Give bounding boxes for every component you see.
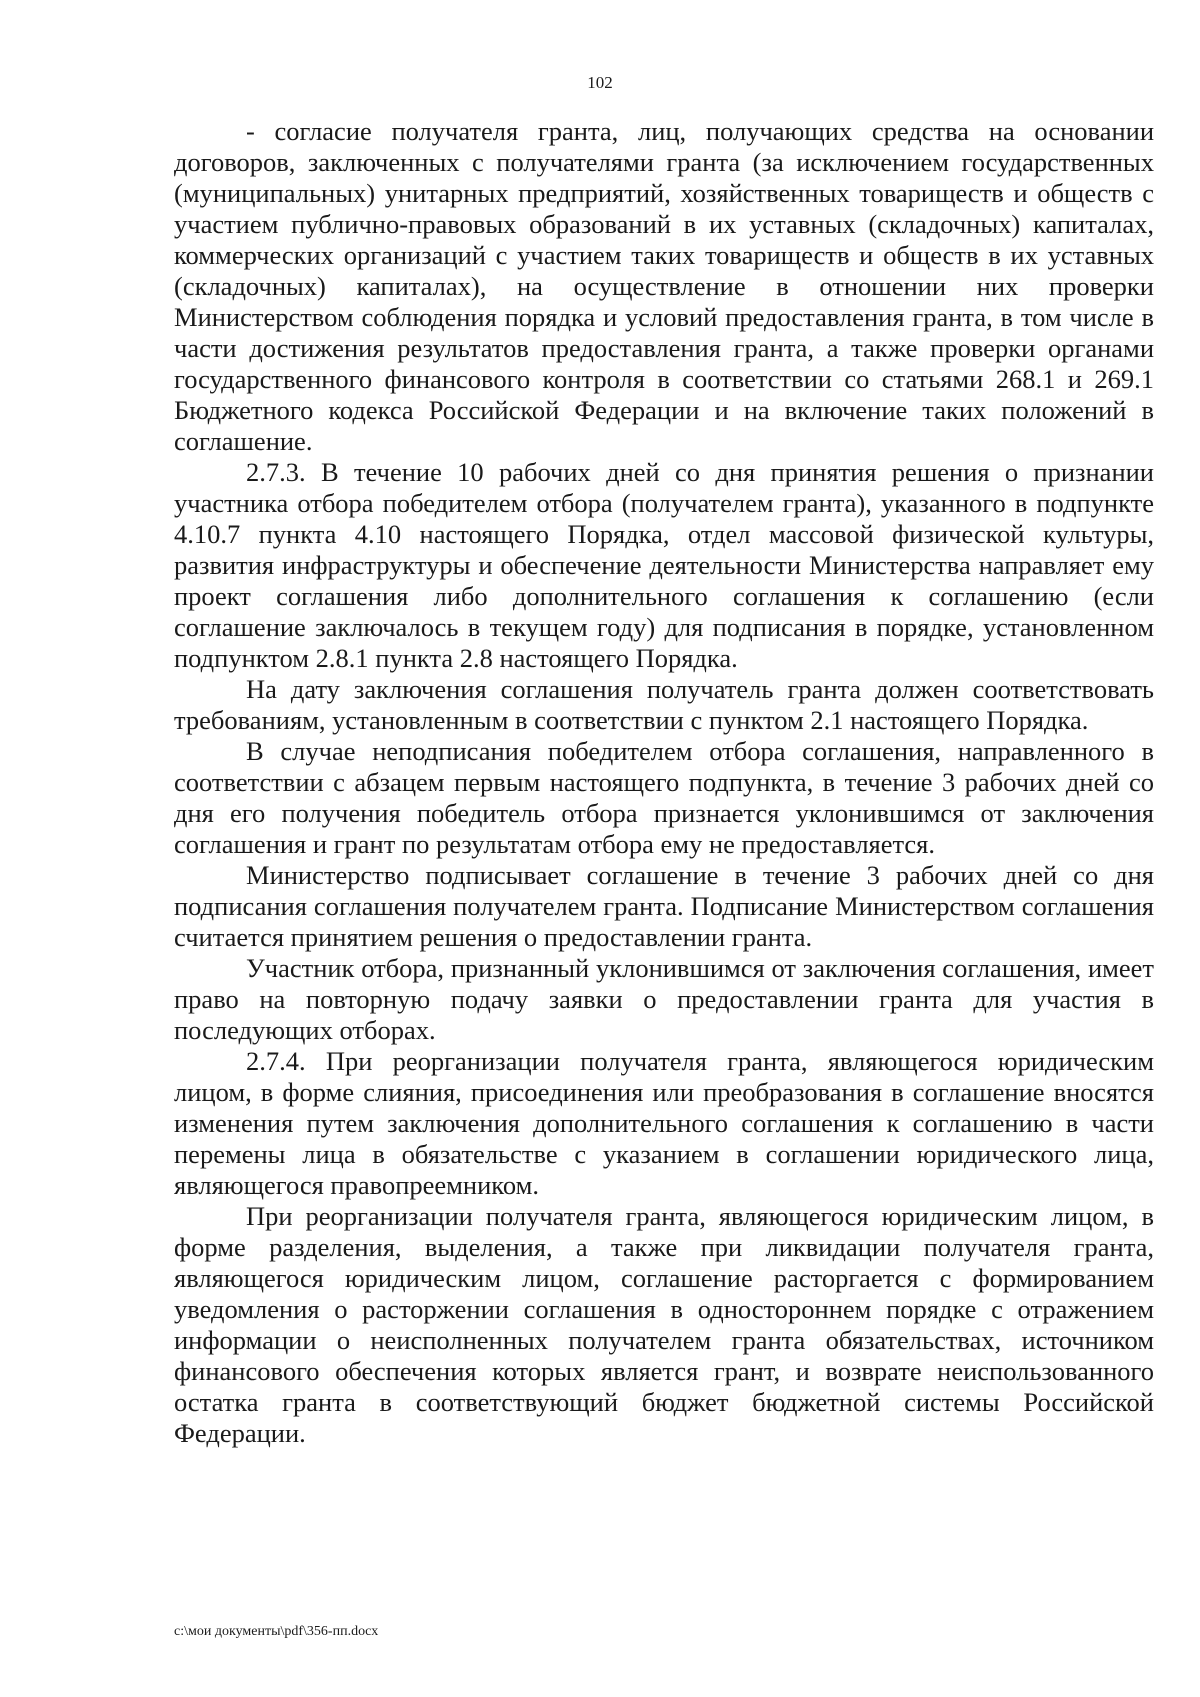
document-body bbox=[174, 116, 1154, 1449]
paragraph-liquidation: При реорганизации получателя гранта, являющегося юридическим лицом, в форме разделения, выделения, а также при ликвидации получателя гранта, являющегося юридическим лицом, соглашение расторгается с формированием уведомления о расторжении соглашения в одностороннем порядке с отражением информации о неисполненных получателем гранта обязательствах, источником финансового обеспечения которых является грант, и возврате неиспользованного остатка гранта в соответствующий бюджет бюджетной системы Российской Федерации. bbox=[174, 1201, 1154, 1448]
paragraph-ministry-signs: Министерство подписывает соглашение в течение 3 рабочих дней со дня подписания соглашения получателем гранта. Подписание Министерством соглашения считается принятием решения о предоставлении гранта. bbox=[174, 860, 1154, 952]
footer-file-path: c:\мои документы\pdf\356-пп.docx bbox=[174, 1624, 379, 1639]
page-number: 102 bbox=[587, 73, 613, 92]
paragraph-repeat-application: Участник отбора, признанный уклонившимся от заключения соглашения, имеет право на повторную подачу заявки о предоставлении гранта для участия в последующих отборах. bbox=[174, 953, 1154, 1045]
paragraph-consent-clause: - согласие получателя гранта, лиц, получающих средства на основании договоров, заключенных с получателями гранта (за исключением государственных (муниципальных) унитарных предприятий, хозяйственных товариществ и обществ с участием публично-правовых образований в их уставных (складочных) капиталах, коммерческих организаций с участием таких товариществ и обществ в их уставных (складочных) капиталах), на осуществление в отношении них проверки Министерством соблюдения порядка и условий предоставления гранта, в том числе в части достижения результатов предоставления гранта, а также проверки органами государственного финансового контроля в соответствии со статьями 268.1 и 269.1 Бюджетного кодекса Российской Федерации и на включение таких положений в соглашение. bbox=[174, 116, 1154, 456]
paragraph-requirements: На дату заключения соглашения получатель гранта должен соответствовать требованиям, установленным в соответствии с пунктом 2.1 настоящего Порядка. bbox=[174, 674, 1154, 735]
paragraph-2-7-4: 2.7.4. При реорганизации получателя гранта, являющегося юридическим лицом, в форме слияния, присоединения или преобразования в соглашение вносятся изменения путем заключения дополнительного соглашения к соглашению в части перемены лица в обязательстве с указанием в соглашении юридического лица, являющегося правопреемником. bbox=[174, 1046, 1154, 1200]
paragraph-2-7-3: 2.7.3. В течение 10 рабочих дней со дня принятия решения о признании участника отбора победителем отбора (получателем гранта), указанного в подпункте 4.10.7 пункта 4.10 настоящего Порядка, отдел массовой физической культуры, развития инфраструктуры и обеспечение деятельности Министерства направляет ему проект соглашения либо дополнительного соглашения к соглашению (если соглашение заключалось в текущем году) для подписания в порядке, установленном подпунктом 2.8.1 пункта 2.8 настоящего Порядка. bbox=[174, 457, 1154, 673]
paragraph-non-signing: В случае неподписания победителем отбора соглашения, направленного в соответствии с абзацем первым настоящего подпункта, в течение 3 рабочих дней со дня его получения победитель отбора признается уклонившимся от заключения соглашения и грант по результатам отбора ему не предоставляется. bbox=[174, 736, 1154, 859]
